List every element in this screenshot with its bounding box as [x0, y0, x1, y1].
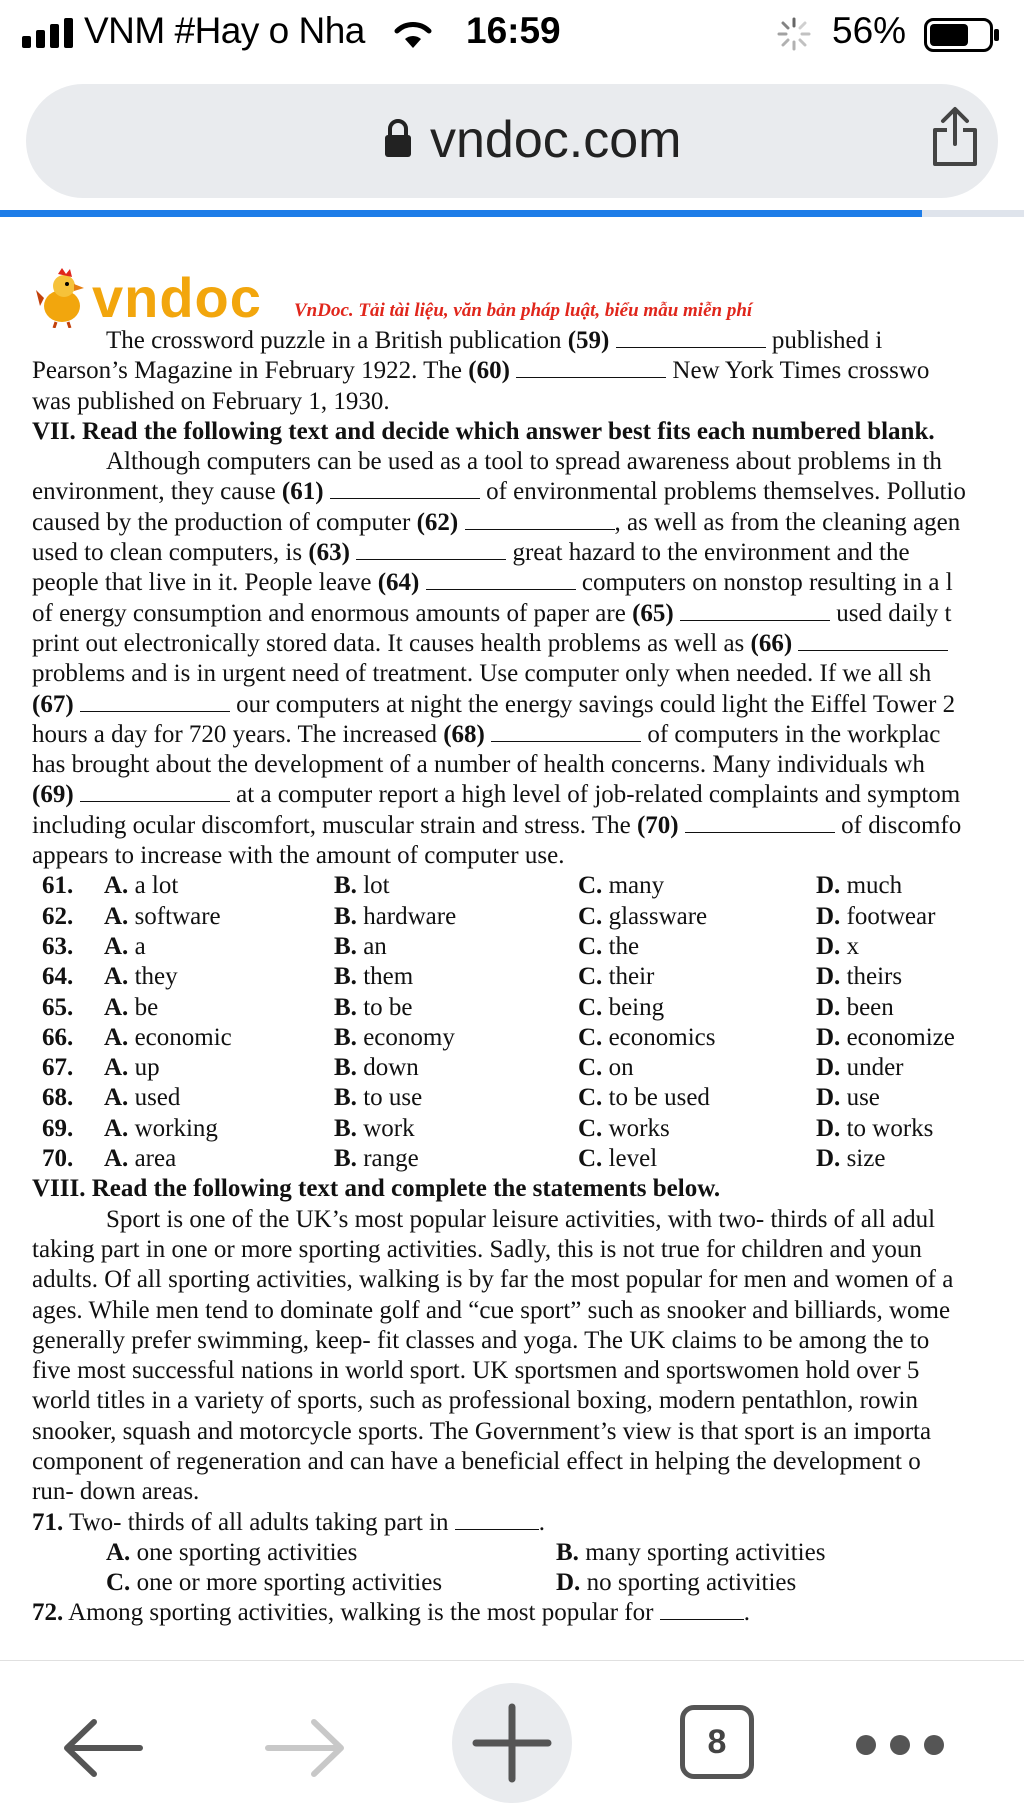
option-text: an: [363, 932, 387, 960]
option-c[interactable]: [578, 993, 664, 1023]
question-text: Two- thirds of all adults taking part in: [63, 1508, 455, 1536]
blank-number: (63): [308, 539, 350, 567]
question-stem: [32, 1598, 1024, 1628]
option-text: much: [846, 872, 903, 900]
option-text: economy: [363, 1023, 455, 1051]
text-line: [32, 508, 1024, 538]
text-line: run- down areas.: [32, 1478, 200, 1506]
new-tab-button[interactable]: [452, 1683, 572, 1803]
battery-icon: [924, 18, 1000, 52]
option-row: [32, 1083, 1024, 1113]
option-d[interactable]: [816, 1114, 933, 1144]
question-stem: [32, 1508, 1024, 1538]
option-letter: C.: [578, 1145, 603, 1173]
question-number: 67.: [42, 1054, 74, 1082]
text-line: [32, 387, 1024, 417]
option-text: being: [608, 993, 665, 1021]
answer-blank[interactable]: [426, 568, 576, 590]
answer-blank[interactable]: [80, 780, 230, 802]
question-number: 65.: [42, 993, 74, 1021]
option-b[interactable]: [334, 1144, 419, 1174]
plus-icon: [452, 1683, 572, 1803]
section-7-heading: VII. Read the following text and decide which answer best fits each numbered blank.: [32, 417, 935, 445]
text-line: [32, 568, 1024, 598]
question-number: 62.: [42, 902, 74, 930]
text-line: [32, 750, 1024, 780]
option-c[interactable]: [578, 1114, 670, 1144]
option-letter: D.: [556, 1569, 581, 1597]
option-text: the: [608, 932, 640, 960]
answer-blank[interactable]: [455, 1508, 539, 1530]
option-letter: D.: [816, 1054, 841, 1082]
forward-arrow-icon[interactable]: [264, 1717, 346, 1779]
option-row: [32, 871, 1024, 901]
option-text: one sporting activities: [136, 1538, 358, 1566]
option-row: [32, 993, 1024, 1023]
option-a[interactable]: [104, 1083, 180, 1113]
text-segment: , as well as from the cleaning agen: [614, 508, 961, 536]
option-letter: B.: [334, 872, 357, 900]
option-a[interactable]: [104, 902, 221, 932]
blank-number: (60): [468, 357, 510, 385]
text-line: taking part in one or more sporting activities. Sadly, this is not true for children and youn: [32, 1235, 922, 1263]
tab-switcher-button[interactable]: 8: [680, 1705, 754, 1779]
option-letter: C.: [578, 1054, 603, 1082]
text-line: [32, 326, 1024, 356]
answer-blank[interactable]: [680, 599, 830, 621]
back-arrow-icon[interactable]: [62, 1717, 144, 1779]
text-segment: print out electronically stored data. It causes health problems as well as: [32, 629, 751, 657]
option-b[interactable]: [334, 1053, 419, 1083]
text-line: Sport is one of the UK’s most popular leisure activities, with two- thirds of all adul: [106, 1205, 936, 1233]
option-letter: B.: [334, 1114, 357, 1142]
option-a[interactable]: [104, 871, 178, 901]
clock-time: 16:59: [466, 10, 561, 51]
option-text: a: [134, 932, 146, 960]
question-number: 64.: [42, 963, 74, 991]
question-number: 71.: [32, 1508, 64, 1536]
option-c[interactable]: [578, 1053, 634, 1083]
text-segment: great hazard to the environment and the: [506, 539, 910, 567]
text-segment: including ocular discomfort, muscular strain and stress. The: [32, 811, 637, 839]
text-segment: used to clean computers, is: [32, 539, 309, 567]
option-a[interactable]: [104, 932, 146, 962]
option-text: working: [134, 1114, 218, 1142]
option-b[interactable]: [334, 932, 387, 962]
option-text: they: [134, 963, 178, 991]
answer-blank[interactable]: [491, 720, 641, 742]
option-letter: D.: [816, 932, 841, 960]
option-text: used: [134, 1084, 181, 1112]
option-letter: C.: [578, 963, 603, 991]
question-end: .: [538, 1508, 545, 1536]
option-row: [32, 1023, 1024, 1053]
activity-spinner-icon: [776, 16, 812, 52]
text-segment: appears to increase with the amount of computer use.: [32, 842, 565, 870]
option-letter: D.: [816, 872, 841, 900]
option-d[interactable]: [816, 962, 902, 992]
text-line: [32, 690, 1024, 720]
option-text: one or more sporting activities: [136, 1569, 443, 1597]
question-number: 72.: [32, 1599, 64, 1627]
option-letter: D.: [816, 963, 841, 991]
option-text: on: [608, 1054, 634, 1082]
option-letter: B.: [334, 902, 357, 930]
answer-blank[interactable]: [660, 1598, 744, 1620]
text-line: [32, 477, 1024, 507]
option-text: many: [608, 872, 665, 900]
text-segment: environment, they cause: [32, 478, 282, 506]
option-a[interactable]: [104, 993, 158, 1023]
option-letter: D.: [816, 902, 841, 930]
option-a[interactable]: [104, 1114, 218, 1144]
text-segment: was published on February 1, 1930.: [32, 387, 390, 415]
text-line: [32, 720, 1024, 750]
text-line: [32, 447, 1024, 477]
option-d[interactable]: [816, 1023, 955, 1053]
option-text: under: [846, 1054, 904, 1082]
option-row: [32, 1568, 1024, 1598]
option-letter: D.: [816, 1084, 841, 1112]
text-segment: people that live in it. People leave: [32, 569, 378, 597]
option-letter: A.: [104, 902, 129, 930]
text-segment: our computers at night the energy savings could light the Eiffel Tower 2: [229, 690, 956, 718]
option-row: [32, 902, 1024, 932]
option-text: area: [134, 1145, 177, 1173]
url-domain[interactable]: vndoc.com: [430, 111, 682, 169]
text-line: snooker, squash and motorcycle sports. The Government’s view is that sport is an importa: [32, 1417, 932, 1445]
option-text: them: [363, 963, 414, 991]
text-segment: published i: [765, 327, 883, 354]
option-letter: D.: [816, 993, 841, 1021]
option-text: use: [846, 1084, 880, 1112]
text-line: [32, 811, 1024, 841]
option-c[interactable]: [578, 1144, 657, 1174]
text-segment: at a computer report a high level of job-related complaints and symptom: [229, 781, 961, 809]
text-line: [32, 780, 1024, 810]
answer-blank[interactable]: [798, 629, 948, 651]
option-text: to works: [846, 1114, 934, 1142]
option-letter: B.: [334, 1054, 357, 1082]
text-line: [32, 538, 1024, 568]
option-text: be: [134, 993, 159, 1021]
answer-blank[interactable]: [616, 326, 766, 348]
option-letter: C.: [578, 993, 603, 1021]
option-text: a lot: [134, 872, 179, 900]
option-row: [32, 932, 1024, 962]
option-d[interactable]: [816, 871, 902, 901]
text-segment: of discomfo: [834, 811, 962, 839]
text-line: ages. While men tend to dominate golf and “cue sport” such as snooker and billiards, wome: [32, 1296, 951, 1324]
option-letter: A.: [104, 872, 129, 900]
option-letter: B.: [334, 1145, 357, 1173]
progress-fill: [0, 210, 922, 217]
option-text: glassware: [608, 902, 708, 930]
option-row: [32, 1144, 1024, 1174]
answer-blank[interactable]: [516, 356, 666, 378]
option-letter: D.: [816, 1145, 841, 1173]
option-letter: A.: [104, 963, 129, 991]
vndoc-header: [34, 268, 1014, 328]
option-text: up: [134, 1054, 160, 1082]
browser-toolbar: [0, 1660, 1024, 1817]
rooster-mascot-icon: [34, 268, 92, 328]
blank-number: (69): [32, 781, 74, 809]
blank-number: (68): [443, 720, 485, 748]
text-line: component of regeneration and can have a beneficial effect in helping the development o: [32, 1447, 921, 1475]
option-text: size: [846, 1145, 886, 1173]
option-letter: B.: [334, 993, 357, 1021]
option-text: many sporting activities: [585, 1538, 826, 1566]
text-segment: used daily t: [829, 599, 952, 627]
option-text: to be used: [608, 1084, 710, 1112]
option-b[interactable]: [334, 871, 390, 901]
option-text: works: [608, 1114, 670, 1142]
text-segment: caused by the production of computer: [32, 508, 417, 536]
option-letter: A.: [104, 1023, 129, 1051]
option-b[interactable]: [334, 1083, 422, 1113]
option-letter: A.: [104, 932, 129, 960]
option-a[interactable]: [104, 1144, 176, 1174]
text-segment: problems and is in urgent need of treatment. Use computer only when needed. If we all sh: [32, 660, 932, 688]
option-a[interactable]: [104, 962, 178, 992]
option-letter: B.: [334, 1023, 357, 1051]
option-text: economize: [846, 1023, 955, 1051]
option-c[interactable]: [578, 1083, 710, 1113]
carrier-name: VNM #Hay o Nha: [84, 10, 365, 51]
option-row: [32, 1053, 1024, 1083]
blank-number: (66): [750, 629, 793, 657]
option-c[interactable]: [578, 902, 707, 932]
option-d[interactable]: [816, 902, 935, 932]
option-text: work: [363, 1114, 415, 1142]
wifi-icon: [392, 18, 434, 50]
question-number: 66.: [42, 1023, 74, 1051]
option-letter: D.: [816, 1114, 841, 1142]
option-d[interactable]: [556, 1568, 796, 1598]
blank-number: (61): [281, 478, 324, 506]
text-line: [32, 356, 1024, 386]
option-letter: C.: [578, 1023, 603, 1051]
option-text: software: [134, 902, 221, 930]
signal-bars-icon: [22, 18, 74, 48]
option-letter: D.: [816, 1023, 841, 1051]
option-b[interactable]: [334, 993, 412, 1023]
option-d[interactable]: [816, 993, 894, 1023]
question-number: 63.: [42, 932, 74, 960]
option-text: economic: [134, 1023, 232, 1051]
option-letter: A.: [104, 1054, 129, 1082]
option-text: been: [846, 993, 894, 1021]
text-segment: of environmental problems themselves. Pollutio: [479, 478, 966, 506]
blank-number: (67): [32, 690, 74, 718]
option-d[interactable]: [816, 932, 859, 962]
option-letter: C.: [106, 1569, 131, 1597]
option-letter: A.: [106, 1538, 131, 1566]
text-line: adults. Of all sporting activities, walking is by far the most popular for men and women of a: [32, 1266, 954, 1294]
document-text: [32, 326, 1024, 1629]
brand-tagline: VnDoc. Tải tài liệu, văn bản pháp luật, biểu mẫu miễn phí: [294, 300, 753, 321]
question-number: 61.: [42, 872, 74, 900]
option-b[interactable]: [334, 962, 413, 992]
option-c[interactable]: [578, 1023, 715, 1053]
answer-blank[interactable]: [685, 811, 835, 833]
option-row: [32, 1114, 1024, 1144]
text-segment: computers on nonstop resulting in a l: [575, 569, 953, 597]
option-a[interactable]: [104, 1053, 160, 1083]
question-number: 69.: [42, 1114, 74, 1142]
option-a[interactable]: [104, 1023, 232, 1053]
text-segment: The crossword puzzle in a British publication: [106, 327, 568, 354]
document-page[interactable]: [0, 228, 1024, 1660]
blank-number: (70): [636, 811, 679, 839]
option-letter: C.: [578, 902, 603, 930]
option-text: level: [608, 1145, 658, 1173]
option-letter: C.: [578, 1084, 603, 1112]
option-letter: A.: [104, 1114, 129, 1142]
option-text: range: [363, 1145, 419, 1173]
answer-blank[interactable]: [330, 477, 480, 499]
text-line: five most successful nations in world sport. UK sportsmen and sportswomen hold over 5: [32, 1357, 920, 1385]
answer-blank[interactable]: [356, 538, 506, 560]
option-c[interactable]: [578, 932, 639, 962]
option-letter: C.: [578, 932, 603, 960]
question-text: Among sporting activities, walking is the most popular for: [63, 1599, 660, 1627]
blank-number: (65): [632, 599, 674, 627]
text-line: [32, 659, 1024, 689]
text-segment: has brought about the development of a number of health concerns. Many individuals wh: [32, 751, 925, 779]
option-letter: B.: [556, 1538, 579, 1566]
option-c[interactable]: [578, 962, 654, 992]
blank-number: (59): [567, 327, 610, 354]
lock-icon: [384, 118, 412, 158]
option-letter: C.: [578, 1114, 603, 1142]
option-text: to use: [363, 1084, 423, 1112]
option-c[interactable]: [578, 871, 664, 901]
option-d[interactable]: [816, 1053, 903, 1083]
option-letter: A.: [104, 1145, 129, 1173]
option-row: [32, 962, 1024, 992]
option-text: to be: [363, 993, 413, 1021]
text-segment: hours a day for 720 years. The increased: [32, 720, 444, 748]
question-end: .: [743, 1599, 750, 1627]
text-line: generally prefer swimming, keep- fit classes and yoga. The UK claims to be among the to: [32, 1326, 930, 1354]
option-letter: A.: [104, 1084, 129, 1112]
share-icon[interactable]: [930, 106, 980, 168]
brand-wordmark: vndoc: [92, 266, 262, 329]
more-dots-icon[interactable]: [854, 1733, 946, 1757]
option-c[interactable]: [106, 1568, 442, 1598]
option-text: down: [363, 1054, 419, 1082]
text-segment: of energy consumption and enormous amounts of paper are: [32, 599, 633, 627]
text-segment: Although computers can be used as a tool to spread awareness about problems in th: [106, 448, 942, 476]
text-line: world titles in a variety of sports, such as professional boxing, modern pentathlon, rowin: [32, 1387, 918, 1415]
option-b[interactable]: [334, 1114, 415, 1144]
text-segment: of computers in the workplac: [641, 720, 941, 748]
option-d[interactable]: [816, 1144, 885, 1174]
section-8-heading: VIII. Read the following text and complete the statements below.: [32, 1175, 721, 1203]
text-line: [32, 599, 1024, 629]
url-bar[interactable]: [26, 84, 998, 198]
option-text: theirs: [846, 963, 903, 991]
text-segment: Pearson’s Magazine in February 1922. The: [32, 357, 469, 385]
option-letter: B.: [334, 1084, 357, 1112]
battery-percent: 56%: [832, 10, 907, 51]
option-letter: A.: [104, 993, 129, 1021]
option-text: hardware: [363, 902, 457, 930]
text-line: [32, 841, 1024, 871]
blank-number: (62): [416, 508, 459, 536]
option-a[interactable]: [106, 1538, 357, 1568]
option-text: economics: [608, 1023, 716, 1051]
option-text: lot: [363, 872, 390, 900]
option-b[interactable]: [334, 902, 456, 932]
text-segment: New York Times crosswo: [666, 357, 930, 385]
text-line: [32, 629, 1024, 659]
question-number: 68.: [42, 1084, 74, 1112]
option-letter: B.: [334, 963, 357, 991]
option-d[interactable]: [816, 1083, 880, 1113]
option-b[interactable]: [334, 1023, 455, 1053]
option-text: footwear: [846, 902, 936, 930]
option-text: their: [608, 963, 655, 991]
status-bar: [0, 0, 1024, 68]
question-number: 70.: [42, 1145, 74, 1173]
blank-number: (64): [377, 569, 420, 597]
option-letter: C.: [578, 872, 603, 900]
option-text: no sporting activities: [586, 1569, 797, 1597]
option-b[interactable]: [556, 1538, 825, 1568]
option-row: [32, 1538, 1024, 1568]
option-text: x: [846, 932, 860, 960]
option-letter: B.: [334, 932, 357, 960]
page-load-progress: [0, 210, 1024, 217]
answer-blank[interactable]: [465, 508, 615, 530]
answer-blank[interactable]: [80, 690, 230, 712]
